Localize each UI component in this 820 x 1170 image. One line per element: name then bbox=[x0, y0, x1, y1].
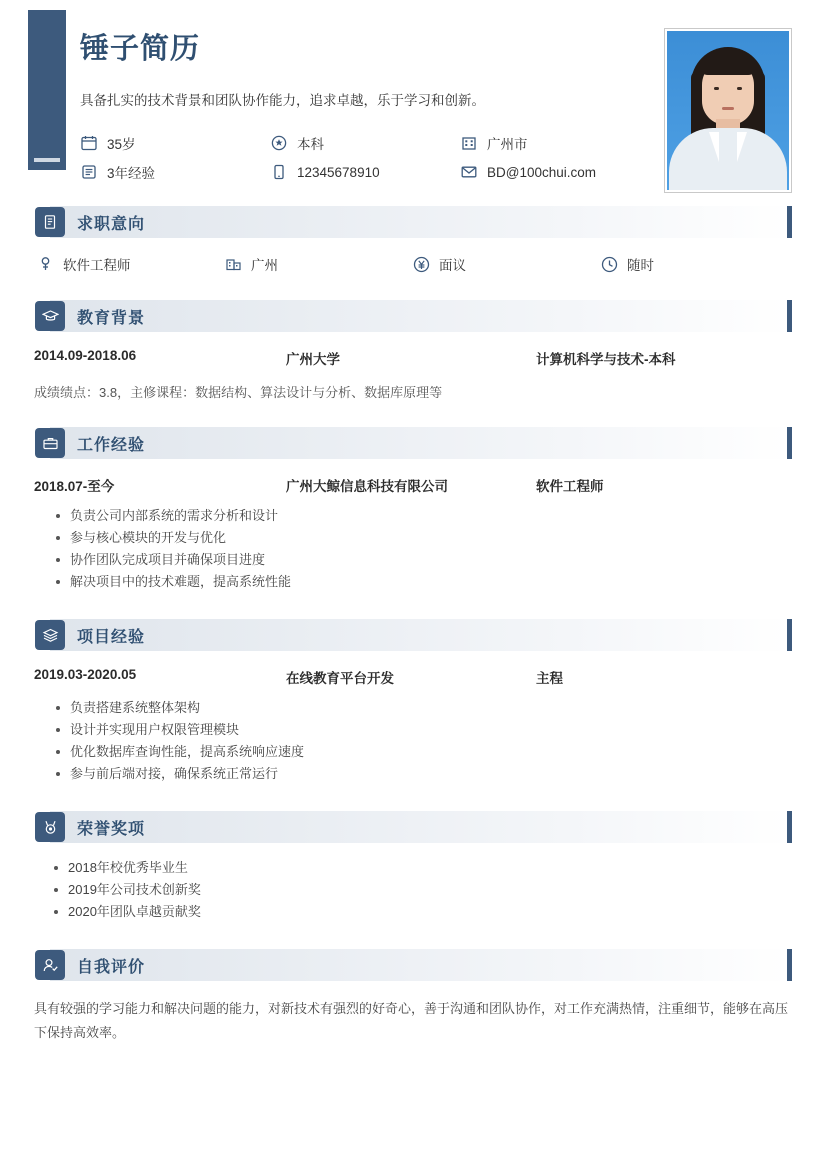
document-icon bbox=[35, 207, 65, 237]
work-role: 软件工程师 bbox=[536, 479, 604, 494]
section-header bbox=[28, 206, 792, 238]
info-value: 35岁 bbox=[107, 137, 136, 153]
intention-availability bbox=[600, 254, 788, 274]
email-icon bbox=[460, 164, 477, 181]
phone-icon bbox=[270, 164, 287, 181]
graduation-cap-icon bbox=[35, 301, 65, 331]
salary-icon bbox=[412, 255, 430, 273]
project-period: 2019.03-2020.05 bbox=[34, 667, 137, 682]
info-value: 3年经验 bbox=[107, 166, 156, 182]
project-bullets bbox=[34, 697, 788, 785]
education-entry bbox=[30, 348, 788, 401]
section-title: 自我评价 bbox=[77, 958, 146, 976]
avatar bbox=[664, 28, 792, 193]
section-header bbox=[28, 811, 792, 843]
section-title: 求职意向 bbox=[77, 215, 146, 233]
honors-bullets bbox=[30, 857, 788, 923]
position-icon bbox=[36, 255, 54, 273]
section-self-summary bbox=[28, 949, 792, 1045]
intention-location bbox=[224, 254, 412, 274]
work-period: 2018.07-至今 bbox=[34, 479, 115, 494]
list-item: 2020年团队卓越贡献奖 bbox=[54, 901, 788, 923]
intention-value: 面议 bbox=[439, 258, 466, 273]
section-job-intention bbox=[28, 206, 792, 274]
resume-header bbox=[28, 10, 792, 180]
work-bullets bbox=[34, 505, 788, 593]
intention-value: 广州 bbox=[251, 258, 278, 273]
resume-page bbox=[0, 10, 820, 1170]
info-item-experience bbox=[80, 158, 270, 187]
list-item: 优化数据库查询性能，提高系统响应速度 bbox=[56, 741, 788, 763]
list-item: 负责公司内部系统的需求分析和设计 bbox=[56, 505, 788, 527]
intention-value: 软件工程师 bbox=[63, 258, 131, 273]
work-company: 广州大鲸信息科技有限公司 bbox=[286, 479, 448, 494]
list-item: 负责搭建系统整体架构 bbox=[56, 697, 788, 719]
education-period: 2014.09-2018.06 bbox=[34, 348, 137, 363]
header-accent-notch bbox=[34, 158, 60, 162]
degree-icon bbox=[270, 135, 287, 152]
info-item-city bbox=[460, 129, 650, 158]
self-summary-text: 具有较强的学习能力和解决问题的能力，对新技术有强烈的好奇心，善于沟通和团队协作，对工作充满热情，注重细节，能够在高压下保持高效率。 bbox=[34, 1001, 789, 1040]
info-value: 12345678910 bbox=[297, 164, 380, 180]
project-name: 在线教育平台开发 bbox=[286, 671, 394, 686]
info-value: BD@100chui.com bbox=[487, 164, 597, 180]
project-entry bbox=[30, 667, 788, 785]
info-item-degree bbox=[270, 129, 460, 158]
section-honors bbox=[28, 811, 792, 923]
intention-position bbox=[36, 254, 224, 274]
section-title: 工作经验 bbox=[77, 436, 146, 454]
briefcase-icon bbox=[35, 428, 65, 458]
intention-row bbox=[30, 254, 788, 274]
education-description: 成绩绩点：3.8，主修课程：数据结构、算法设计与分析、数据库原理等 bbox=[34, 385, 443, 400]
list-item: 2018年校优秀毕业生 bbox=[54, 857, 788, 879]
medal-icon bbox=[35, 812, 65, 842]
section-title: 项目经验 bbox=[77, 628, 146, 646]
calendar-icon bbox=[80, 135, 97, 152]
project-role: 主程 bbox=[536, 671, 563, 686]
header-info-grid bbox=[80, 129, 650, 187]
work-entry bbox=[30, 475, 788, 593]
info-item-phone bbox=[270, 158, 460, 187]
layers-icon bbox=[35, 620, 65, 650]
intention-salary bbox=[412, 254, 600, 274]
section-project-experience bbox=[28, 619, 792, 785]
list-item: 设计并实现用户权限管理模块 bbox=[56, 719, 788, 741]
header-tagline: 具备扎实的技术背景和团队协作能力，追求卓越，乐于学习和创新。 bbox=[80, 92, 485, 108]
info-value: 广州市 bbox=[487, 137, 528, 153]
info-item-age bbox=[80, 129, 270, 158]
list-item: 2019年公司技术创新奖 bbox=[54, 879, 788, 901]
section-header bbox=[28, 619, 792, 651]
info-item-email bbox=[460, 158, 650, 187]
section-header bbox=[28, 300, 792, 332]
section-education bbox=[28, 300, 792, 401]
page-title: 锤子简历 bbox=[80, 33, 201, 65]
user-check-icon bbox=[35, 950, 65, 980]
section-header bbox=[28, 949, 792, 981]
education-major: 计算机科学与技术-本科 bbox=[536, 352, 676, 367]
section-title: 荣誉奖项 bbox=[77, 820, 146, 838]
section-title: 教育背景 bbox=[77, 309, 146, 327]
info-value: 本科 bbox=[297, 137, 324, 153]
header-accent-bar bbox=[28, 10, 66, 170]
header-content bbox=[80, 10, 612, 187]
experience-icon bbox=[80, 164, 97, 181]
location-icon bbox=[224, 255, 242, 273]
section-header bbox=[28, 427, 792, 459]
city-icon bbox=[460, 135, 477, 152]
list-item: 协作团队完成项目并确保项目进度 bbox=[56, 549, 788, 571]
list-item: 解决项目中的技术难题，提高系统性能 bbox=[56, 571, 788, 593]
education-school: 广州大学 bbox=[286, 352, 340, 367]
list-item: 参与前后端对接，确保系统正常运行 bbox=[56, 763, 788, 785]
list-item: 参与核心模块的开发与优化 bbox=[56, 527, 788, 549]
intention-value: 随时 bbox=[627, 258, 654, 273]
section-work-experience bbox=[28, 427, 792, 593]
clock-icon bbox=[600, 255, 618, 273]
